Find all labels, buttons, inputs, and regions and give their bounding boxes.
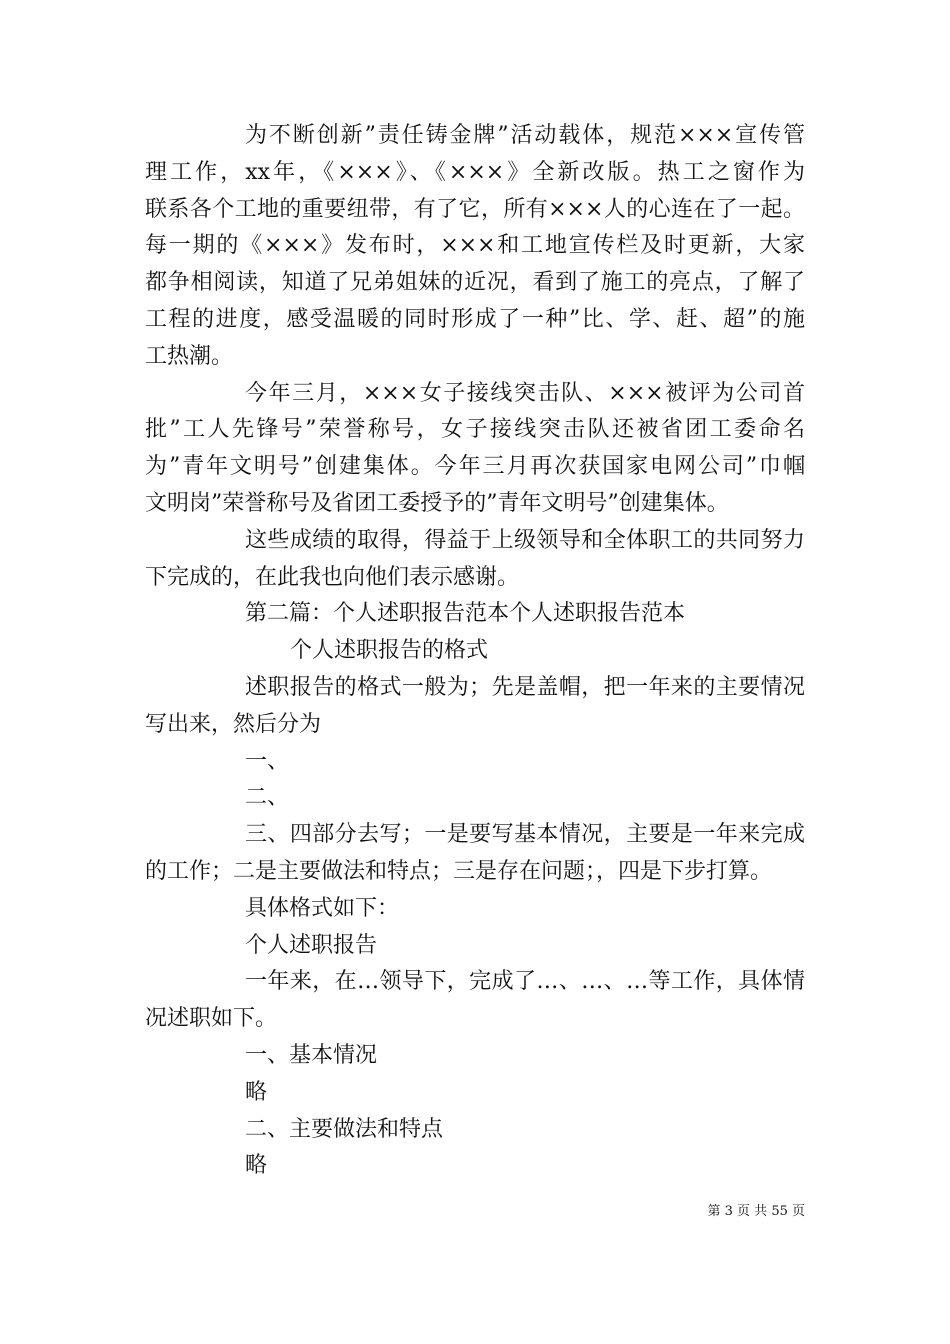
- text-line: 每一期的《×××》发布时，×××和工地宣传栏及时更新，大家: [145, 233, 805, 259]
- paragraph-report-intro: [145, 964, 805, 1038]
- document-body: [145, 118, 805, 1185]
- text-line: 第二篇：个人述职报告范本个人述职报告范本: [245, 601, 686, 627]
- report-title: [145, 928, 805, 965]
- report-section-body: [145, 1075, 805, 1112]
- report-section-heading: [145, 1112, 805, 1149]
- text-line: 个人述职报告的格式: [290, 638, 489, 664]
- text-line: 个人述职报告: [245, 932, 378, 958]
- text-line: 述职报告的格式一般为；先是盖帽，把一年来的主要情况: [245, 674, 805, 700]
- text-line: 为不断创新”责任铸金牌”活动载体，规范×××宣传管: [245, 123, 805, 148]
- report-section-heading: [145, 1038, 805, 1075]
- text-line: 批”工人先锋号”荣誉称号，女子接线突击队还被省团工委命名: [145, 417, 805, 443]
- text-line: 一年来，在…领导下，完成了…、…、…等工作，具体情: [245, 969, 805, 995]
- text-line: 文明岗”荣誉称号及省团工委授予的”青年文明号”创建集体。: [145, 490, 729, 516]
- subsection-heading: [145, 633, 805, 670]
- text-line: 工热潮。: [145, 343, 234, 369]
- paragraph-newsletter: [145, 118, 805, 376]
- paragraph-honors: [145, 376, 805, 523]
- page-number-footer: 第 3 页 共 55 页: [707, 1204, 805, 1219]
- text-line: 工程的进度，感受温暖的同时形成了一种”比、学、赶、超”的施: [145, 306, 805, 332]
- text-line: 下完成的，在此我也向他们表示感谢。: [145, 564, 520, 590]
- paragraph-format: [145, 670, 805, 744]
- paragraph-format-intro: [145, 891, 805, 928]
- text-line: 二、主要做法和特点: [245, 1116, 444, 1142]
- text-line: 况述职如下。: [145, 1006, 278, 1032]
- text-line: 这些成绩的取得，得益于上级领导和全体职工的共同努力: [245, 527, 805, 553]
- paragraph-parts: [145, 817, 805, 891]
- text-line: 具体格式如下：: [245, 895, 400, 921]
- text-line: 今年三月，×××女子接线突击队、×××被评为公司首: [245, 380, 805, 406]
- text-line: 略: [245, 1079, 268, 1105]
- text-line: 一、: [245, 748, 290, 774]
- text-line: 的工作；二是主要做法和特点；三是存在问题；，四是下步打算。: [145, 858, 773, 884]
- text-line: 一、基本情况: [245, 1042, 378, 1068]
- report-section-body: [145, 1148, 805, 1185]
- section-heading: [145, 596, 805, 633]
- text-line: 二、: [245, 785, 290, 811]
- paragraph-thanks: [145, 523, 805, 597]
- text-line: 为”青年文明号”创建集体。今年三月再次获国家电网公司”巾帼: [145, 454, 805, 480]
- text-line: 写出来，然后分为: [145, 711, 322, 737]
- text-line: 略: [245, 1153, 268, 1179]
- text-line: 都争相阅读，知道了兄弟姐妹的近况，看到了施工的亮点，了解了: [145, 270, 805, 296]
- list-item: [145, 780, 805, 817]
- text-line: 三、四部分去写；一是要写基本情况，主要是一年来完成: [245, 822, 805, 848]
- text-line: 理工作，xx年，《×××》、《×××》全新改版。热工之窗作为: [145, 159, 805, 185]
- text-line: 联系各个工地的重要纽带，有了它，所有×××人的心连在了一起。: [145, 196, 805, 222]
- list-item: [145, 744, 805, 781]
